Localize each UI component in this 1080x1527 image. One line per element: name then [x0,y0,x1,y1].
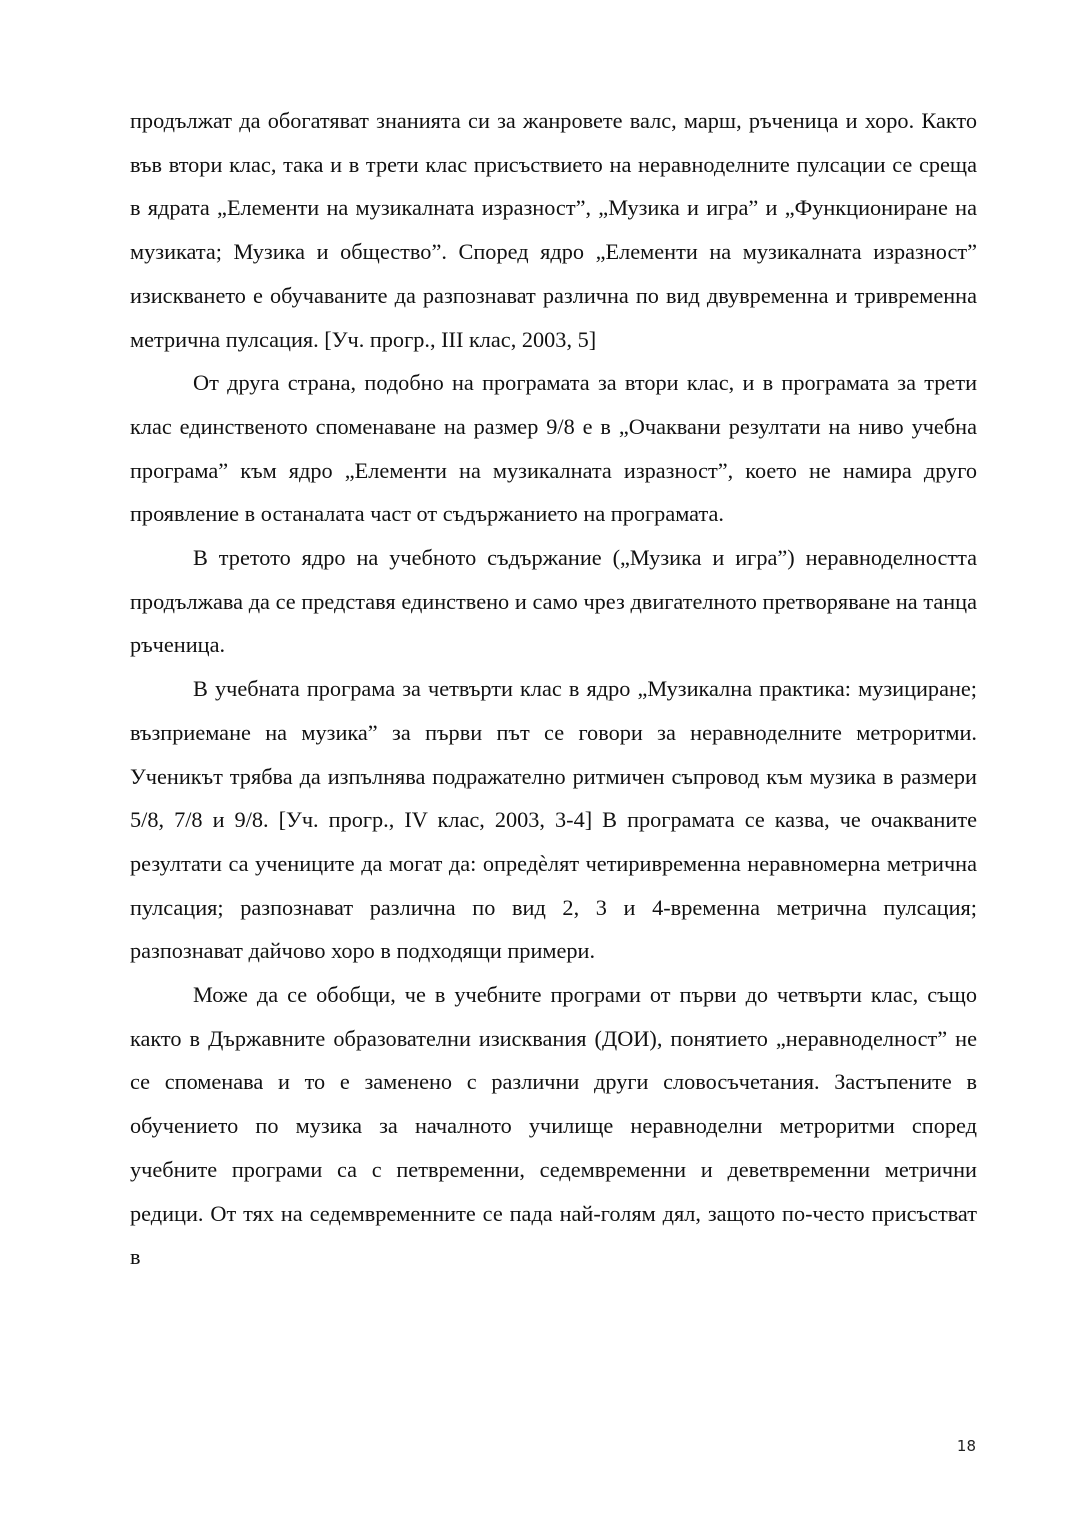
body-text [130,99,977,1279]
page-number: 18 [956,1437,976,1455]
paragraph-continuation: продължат да обогатяват знанията си за жанровете валс, марш, ръченица и хоро. Както във втори клас, така и в трети клас присъствието на неравноделните пулсации се среща в ядрата „Елементи на музикалната изразност”, „Музика и игра” и „Функциониране на музиката; Музика и общество”. Според ядро „Елементи на музикалната изразност” изискването е обучаваните да разпознават различна по вид двувременна и тривременна метрична пулсация. [Уч. прогр., III клас, 2003, 5] [130,108,977,352]
paragraph-grade4: В учебната програма за четвърти клас в ядро „Музикална практика: музициране; възприемане на музика” за първи път се говори за неравноделните метроритми. Ученикът трябва да изпълнява подражателно ритмичен съпровод към музика в размери 5/8, 7/8 и 9/8. [Уч. прогр., IV клас, 2003, 3-4] В програмата се казва, че очакваните резултати са учениците да могат да: опредѐлят четиривременна неравномерна метрична пулсация; разпознават различна по вид 2, 3 и 4-временна метрична пулсация; разпознават дайчово хоро в подходящи примери. [130,676,977,964]
paragraph-grade3-9-8: От друга страна, подобно на програмата за втори клас, и в програмата за трети клас единственото споменаване на размер 9/8 е в „Очаквани резултати на ниво учебна програма” към ядро „Елементи на музикалната изразност”, което не намира друго проявление в останалата част от съдържанието на програмата. [130,370,977,527]
paragraph-summary: Може да се обобщи, че в учебните програми от първи до четвърти клас, също както в Държавните образователни изисквания (ДОИ), понятието „неравноделност” не се споменава и то е заменено с различни други словосъчетания. Застъпените в обучението по музика за началното училище неравноделни метроритми според учебните програми са с петвременни, седемвременни и деветвременни метрични редици. От тях на седемвременните се пада най-голям дял, защото по-често присъстват в [130,982,977,1270]
paragraph-music-and-game: В третото ядро на учебното съдържание („Музика и игра”) неравноделността продължава да се представя единствено и само чрез двигателното претворяване на танца ръченица. [130,545,977,658]
